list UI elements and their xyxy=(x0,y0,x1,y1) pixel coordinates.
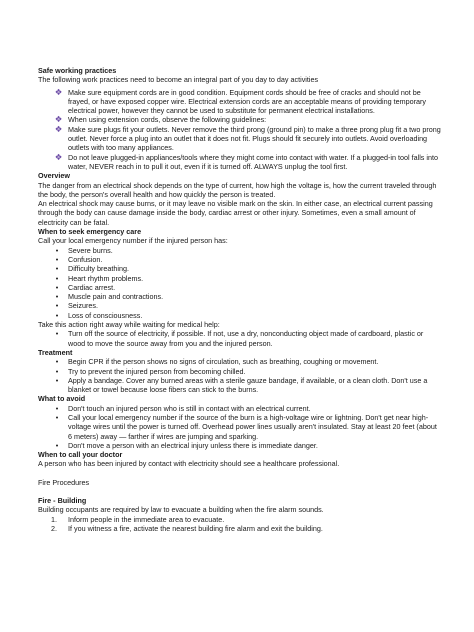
bullet-icon: • xyxy=(55,403,59,413)
treatment-heading: Treatment xyxy=(38,347,73,357)
list-item: ❖ Make sure plugs fit your outlets. Never remove the third prong (ground pin) to make a three prong plug fit a two prong outlet. Never force a plug into an outlet that it does not fit. Plugs should fit securely into outlets. Avoid overloading outlets with too many appliances. xyxy=(54,123,441,153)
list-item: • Cardiac arrest. xyxy=(68,283,442,292)
overview-heading: Overview xyxy=(38,171,70,181)
fire-building-heading: Fire - Building xyxy=(38,496,87,506)
list-item: 1. Inform people in the immediate area to evacuate. xyxy=(51,514,225,524)
action-intro: Take this action right away while waiting for medical help: xyxy=(38,320,220,330)
fire-intro: Building occupants are required by law to evacuate a building when the fire alarm sounds. xyxy=(38,505,324,515)
diamond-bullet-icon: ❖ xyxy=(54,114,63,125)
bullet-icon: • xyxy=(55,329,59,339)
list-item: • Turn off the source of electricity, if possible. If not, use a dry, nonconducting object made of cardboard, plastic or wood to move the source away from you and the injured person. xyxy=(68,329,442,348)
safe-practices-heading: Safe working practices xyxy=(38,66,117,75)
list-item: • Call your local emergency number if the source of the burn is a high-voltage wire or lightning. Don't get near high-voltage wires until the power is turned off. Overhead power lines usually aren't insulated. Stay at least 20 feet (about 6 meters) away — farther if wires are jumping and sparking. xyxy=(68,413,442,441)
call-doctor-heading: When to call your doctor xyxy=(38,450,123,460)
list-item: • Seizures. xyxy=(68,301,442,310)
action-list xyxy=(38,329,442,348)
bullet-icon: • xyxy=(55,357,59,367)
list-item: • Muscle pain and contractions. xyxy=(68,292,442,301)
symptoms-list xyxy=(38,246,442,320)
bullet-icon: • xyxy=(55,292,59,302)
fire-steps-list xyxy=(38,515,442,534)
list-item: • Loss of consciousness. xyxy=(68,311,442,320)
seek-care-heading: When to seek emergency care xyxy=(38,227,142,237)
overview-paragraph-2: An electrical shock may cause burns, or it may leave no visible mark on the skin. In either case, an electrical current passing through the body can cause damage inside the body, cardiac arrest or other injury. Sometimes, even a small amount of electricity can be fatal. xyxy=(38,199,433,227)
avoid-list xyxy=(38,404,442,450)
list-item: • Difficulty breathing. xyxy=(68,264,442,273)
list-item: • Begin CPR if the person shows no signs of circulation, such as breathing, coughing or movement. xyxy=(68,357,442,366)
bullet-icon: • xyxy=(55,366,59,376)
diamond-bullet-icon: ❖ xyxy=(54,86,63,97)
bullet-icon: • xyxy=(55,412,59,422)
list-item: • Apply a bandage. Cover any burned areas with a sterile gauze bandage, if available, or a clean cloth. Don't use a blanket or towel because loose fibers can stick to the burns. xyxy=(68,376,442,395)
diamond-bullet-icon: ❖ xyxy=(54,151,63,162)
list-item: • Heart rhythm problems. xyxy=(68,274,442,283)
list-item: • Don't move a person with an electrical injury unless there is immediate danger. xyxy=(68,441,442,450)
spacer xyxy=(38,469,442,478)
list-item: • Don't touch an injured person who is still in contact with an electrical current. xyxy=(68,404,442,413)
call-doctor-text: A person who has been injured by contact with electricity should see a healthcare professional. xyxy=(38,459,340,469)
bullet-icon: • xyxy=(55,273,59,283)
list-item: ❖ Make sure equipment cords are in good condition. Equipment cords should be free of cracks and should not be frayed, or have exposed copper wire. Electrical extension cords are an acceptable means of providing temporary electrical power, however they cannot be used to substitute for permanent electrical installations. xyxy=(54,86,426,116)
avoid-heading: What to avoid xyxy=(38,394,86,404)
bullet-icon: • xyxy=(55,301,59,311)
bullet-icon: • xyxy=(55,310,59,320)
document-page xyxy=(38,66,442,533)
list-item: • Confusion. xyxy=(68,255,442,264)
bullet-icon: • xyxy=(55,254,59,264)
bullet-icon: • xyxy=(55,375,59,385)
bullet-icon: • xyxy=(55,264,59,274)
spacer xyxy=(38,487,442,496)
bullet-icon: • xyxy=(55,282,59,292)
bullet-icon: • xyxy=(55,245,59,255)
step-number: 1. xyxy=(51,514,57,524)
diamond-bullet-icon: ❖ xyxy=(54,123,63,134)
seek-care-intro: Call your local emergency number if the injured person has: xyxy=(38,236,228,246)
step-number: 2. xyxy=(51,523,57,533)
list-item: 2. If you witness a fire, activate the nearest building fire alarm and exit the building. xyxy=(51,523,323,533)
overview-paragraph-1: The danger from an electrical shock depends on the type of current, how high the voltage is, how the current traveled through the body, the person's overall health and how quickly the person is treated. xyxy=(38,180,437,199)
safe-practices-intro: The following work practices need to become an integral part of you day to day activities xyxy=(38,75,319,85)
safe-practices-list xyxy=(38,88,442,172)
list-item: ❖ Do not leave plugged-in appliances/tools where they might come into contact with water. If a plugged-in tool falls into water, NEVER reach in to pull it out, even if it is turned off. ALWAYS unplug the tool first. xyxy=(54,151,438,171)
list-item: • Try to prevent the injured person from becoming chilled. xyxy=(68,367,442,376)
list-item: ❖ When using extension cords, observe the following guidelines: xyxy=(54,114,267,125)
fire-procedures-heading: Fire Procedures xyxy=(38,477,90,487)
treatment-list xyxy=(38,357,442,394)
bullet-icon: • xyxy=(55,440,59,450)
list-item: • Severe burns. xyxy=(68,246,442,255)
